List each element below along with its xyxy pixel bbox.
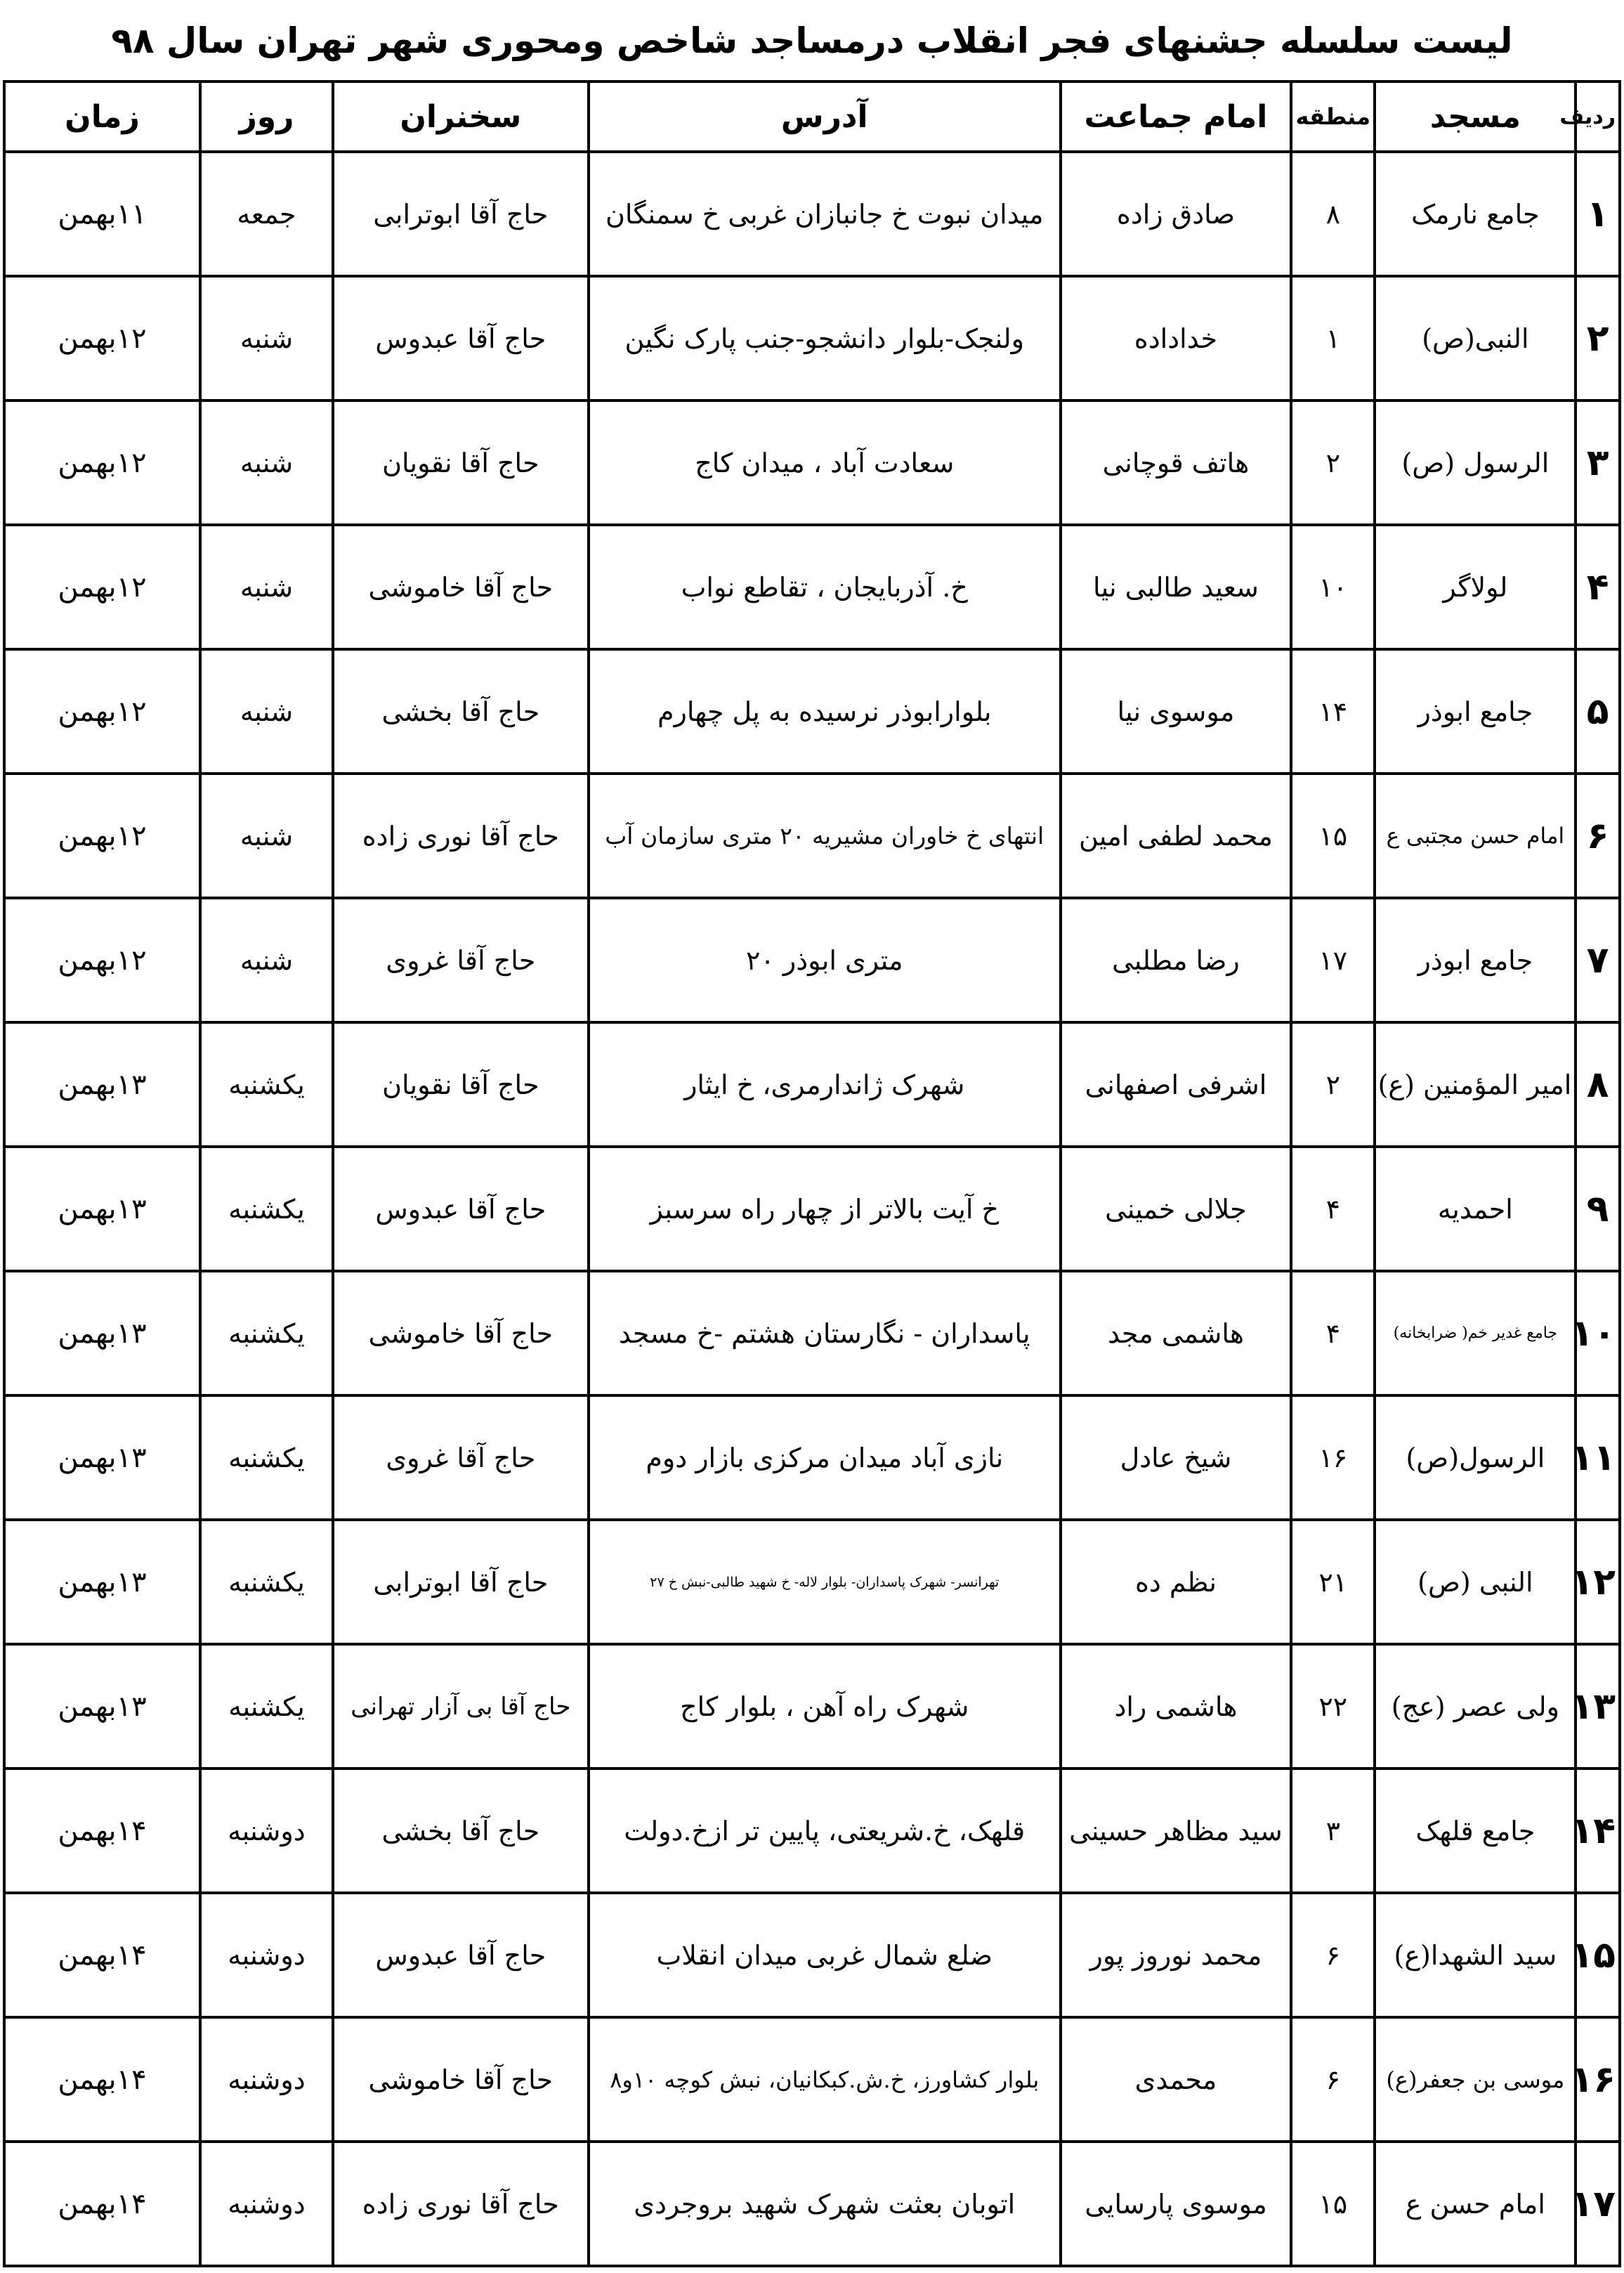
speaker-name: حاج آقا بخشی bbox=[333, 1769, 589, 1893]
header-speakers: سخنران bbox=[333, 82, 589, 152]
table-row bbox=[4, 2142, 1620, 2266]
time: ۱۱بهمن bbox=[4, 152, 200, 276]
imam-name: شیخ عادل bbox=[1061, 1395, 1291, 1520]
speaker-name: حاج آقا خاموشی bbox=[333, 525, 589, 649]
district-number: ۲۲ bbox=[1291, 1644, 1375, 1769]
imam-name: محمد لطفی امین bbox=[1061, 774, 1291, 898]
district-number: ۱۰ bbox=[1291, 525, 1375, 649]
mosque-name: لولاگر bbox=[1375, 525, 1576, 649]
row-number: ۱۱ bbox=[1576, 1395, 1620, 1520]
speaker-name: حاج آقا عبدوس bbox=[333, 1893, 589, 2017]
mosque-name: جامع ابوذر bbox=[1375, 898, 1576, 1022]
address: اتوبان بعثت شهرک شهید بروجردی bbox=[589, 2142, 1061, 2266]
day: یکشنبه bbox=[200, 1271, 333, 1395]
table-row bbox=[4, 2017, 1620, 2142]
row-number: ۱۵ bbox=[1576, 1893, 1620, 2017]
speaker-name: حاج آقا نقویان bbox=[333, 400, 589, 525]
speaker-name: حاج آقا غروی bbox=[333, 898, 589, 1022]
imam-name: صادق زاده bbox=[1061, 152, 1291, 276]
day: یکشنبه bbox=[200, 1395, 333, 1520]
address: سعادت آباد ، میدان کاج bbox=[589, 400, 1061, 525]
header-row-number: ردیف bbox=[1576, 82, 1620, 152]
row-number: ۹ bbox=[1576, 1147, 1620, 1271]
row-number: ۷ bbox=[1576, 898, 1620, 1022]
row-number: ۵ bbox=[1576, 649, 1620, 774]
row-number: ۲ bbox=[1576, 276, 1620, 400]
speaker-name: حاج آقا نوری زاده bbox=[333, 2142, 589, 2266]
mosque-name: النبی (ص) bbox=[1375, 1520, 1576, 1644]
row-number: ۴ bbox=[1576, 525, 1620, 649]
address: متری ابوذر ۲۰ bbox=[589, 898, 1061, 1022]
day: یکشنبه bbox=[200, 1147, 333, 1271]
district-number: ۱۴ bbox=[1291, 649, 1375, 774]
table-row bbox=[4, 774, 1620, 898]
header-row bbox=[4, 82, 1620, 152]
address: تهرانسر- شهرک پاسداران- بلوار لاله- خ شهید طالبی-نبش خ ۲۷ bbox=[589, 1520, 1061, 1644]
row-number: ۱۶ bbox=[1576, 2017, 1620, 2142]
address: میدان نبوت خ جانبازان غربی خ سمنگان bbox=[589, 152, 1061, 276]
row-number: ۱۰ bbox=[1576, 1271, 1620, 1395]
district-number: ۱۵ bbox=[1291, 2142, 1375, 2266]
time: ۱۴بهمن bbox=[4, 2142, 200, 2266]
day: دوشنبه bbox=[200, 1769, 333, 1893]
address: قلهک، خ.شریعتی، پایین تر ازخ.دولت bbox=[589, 1769, 1061, 1893]
page-title: لیست سلسله جشنهای فجر انقلاب درمساجد شاخص ومحوری شهر تهران سال ۹۸ bbox=[111, 20, 1513, 61]
district-number: ۱۶ bbox=[1291, 1395, 1375, 1520]
header-imam: امام جماعت bbox=[1061, 82, 1291, 152]
address: خ. آذربایجان ، تقاطع نواب bbox=[589, 525, 1061, 649]
speaker-name: حاج آقا بخشی bbox=[333, 649, 589, 774]
district-number: ۱۷ bbox=[1291, 898, 1375, 1022]
mosque-name: امیر المؤمنین (ع) bbox=[1375, 1022, 1576, 1147]
address: ولنجک-بلوار دانشجو-جنب پارک نگین bbox=[589, 276, 1061, 400]
table-row bbox=[4, 1520, 1620, 1644]
day: شنبه bbox=[200, 649, 333, 774]
day: شنبه bbox=[200, 898, 333, 1022]
address: خ آیت بالاتر از چهار راه سرسبز bbox=[589, 1147, 1061, 1271]
mosque-name: امام حسن مجتبی ع bbox=[1375, 774, 1576, 898]
row-number: ۱۴ bbox=[1576, 1769, 1620, 1893]
table-row bbox=[4, 1893, 1620, 2017]
speaker-name: حاج آقا عبدوس bbox=[333, 276, 589, 400]
district-number: ۶ bbox=[1291, 2017, 1375, 2142]
district-number: ۴ bbox=[1291, 1147, 1375, 1271]
imam-name: موسوی پارسایی bbox=[1061, 2142, 1291, 2266]
time: ۱۳بهمن bbox=[4, 1644, 200, 1769]
imam-name: جلالی خمینی bbox=[1061, 1147, 1291, 1271]
mosque-name: جامع ابوذر bbox=[1375, 649, 1576, 774]
imam-name: محمدی bbox=[1061, 2017, 1291, 2142]
time: ۱۲بهمن bbox=[4, 276, 200, 400]
time: ۱۳بهمن bbox=[4, 1395, 200, 1520]
mosque-name: جامع قلهک bbox=[1375, 1769, 1576, 1893]
address: شهرک راه آهن ، بلوار کاج bbox=[589, 1644, 1061, 1769]
address: پاسداران - نگارستان هشتم -خ مسجد bbox=[589, 1271, 1061, 1395]
row-number: ۱۷ bbox=[1576, 2142, 1620, 2266]
table-row bbox=[4, 400, 1620, 525]
imam-name: هاشمی راد bbox=[1061, 1644, 1291, 1769]
speaker-name: حاج آقا نقویان bbox=[333, 1022, 589, 1147]
day: دوشنبه bbox=[200, 2017, 333, 2142]
table-row bbox=[4, 1395, 1620, 1520]
day: جمعه bbox=[200, 152, 333, 276]
row-number: ۱ bbox=[1576, 152, 1620, 276]
header-mosque: مسجد bbox=[1375, 82, 1576, 152]
table-row bbox=[4, 898, 1620, 1022]
table-row bbox=[4, 1769, 1620, 1893]
imam-name: رضا مطلبی bbox=[1061, 898, 1291, 1022]
imam-name: اشرفی اصفهانی bbox=[1061, 1022, 1291, 1147]
row-number: ۱۲ bbox=[1576, 1520, 1620, 1644]
speaker-name: حاج آقا عبدوس bbox=[333, 1147, 589, 1271]
day: شنبه bbox=[200, 276, 333, 400]
district-number: ۱ bbox=[1291, 276, 1375, 400]
speaker-name: حاج آقا بی آزار تهرانی bbox=[333, 1644, 589, 1769]
address: ضلع شمال غربی میدان انقلاب bbox=[589, 1893, 1061, 2017]
speaker-name: حاج آقا خاموشی bbox=[333, 2017, 589, 2142]
time: ۱۲بهمن bbox=[4, 649, 200, 774]
day: دوشنبه bbox=[200, 2142, 333, 2266]
time: ۱۲بهمن bbox=[4, 525, 200, 649]
row-number: ۸ bbox=[1576, 1022, 1620, 1147]
imam-name: موسوی نیا bbox=[1061, 649, 1291, 774]
imam-name: هاتف قوچانی bbox=[1061, 400, 1291, 525]
address: بلوار کشاورز، خ.ش.کبکانیان، نبش کوچه ۱۰و۸ bbox=[589, 2017, 1061, 2142]
district-number: ۲۱ bbox=[1291, 1520, 1375, 1644]
day: دوشنبه bbox=[200, 1893, 333, 2017]
time: ۱۴بهمن bbox=[4, 1893, 200, 2017]
table-row bbox=[4, 1022, 1620, 1147]
time: ۱۲بهمن bbox=[4, 898, 200, 1022]
table-row bbox=[4, 1271, 1620, 1395]
header-address: آدرس bbox=[589, 82, 1061, 152]
mosque-name: النبی(ص) bbox=[1375, 276, 1576, 400]
day: شنبه bbox=[200, 525, 333, 649]
mosque-name: الرسول(ص) bbox=[1375, 1395, 1576, 1520]
row-number: ۱۳ bbox=[1576, 1644, 1620, 1769]
district-number: ۸ bbox=[1291, 152, 1375, 276]
mosque-name: الرسول (ص) bbox=[1375, 400, 1576, 525]
district-number: ۳ bbox=[1291, 1769, 1375, 1893]
day: یکشنبه bbox=[200, 1520, 333, 1644]
time: ۱۲بهمن bbox=[4, 400, 200, 525]
imam-name: سید مظاهر حسینی bbox=[1061, 1769, 1291, 1893]
time: ۱۳بهمن bbox=[4, 1147, 200, 1271]
day: شنبه bbox=[200, 774, 333, 898]
district-number: ۱۵ bbox=[1291, 774, 1375, 898]
district-number: ۴ bbox=[1291, 1271, 1375, 1395]
address: نازی آباد میدان مرکزی بازار دوم bbox=[589, 1395, 1061, 1520]
speaker-name: حاج آقا نوری زاده bbox=[333, 774, 589, 898]
district-number: ۲ bbox=[1291, 400, 1375, 525]
mosque-name: جامع غدیر خم( ضرابخانه) bbox=[1375, 1271, 1576, 1395]
table-row bbox=[4, 152, 1620, 276]
table-row bbox=[4, 525, 1620, 649]
address: انتهای خ خاوران مشیریه ۲۰ متری سازمان آب bbox=[589, 774, 1061, 898]
imam-name: نظم ده bbox=[1061, 1520, 1291, 1644]
imam-name: سعید طالبی نیا bbox=[1061, 525, 1291, 649]
mosque-name: امام حسن ع bbox=[1375, 2142, 1576, 2266]
address: شهرک ژاندارمری، خ ایثار bbox=[589, 1022, 1061, 1147]
table-row bbox=[4, 1147, 1620, 1271]
address: بلوارابوذر نرسیده به پل چهارم bbox=[589, 649, 1061, 774]
day: یکشنبه bbox=[200, 1644, 333, 1769]
table-row bbox=[4, 1644, 1620, 1769]
time: ۱۳بهمن bbox=[4, 1022, 200, 1147]
table-row bbox=[4, 649, 1620, 774]
time: ۱۳بهمن bbox=[4, 1271, 200, 1395]
imam-name: خداداده bbox=[1061, 276, 1291, 400]
schedule-table bbox=[3, 80, 1621, 2267]
mosque-name: سید الشهدا(ع) bbox=[1375, 1893, 1576, 2017]
speaker-name: حاج آقا غروی bbox=[333, 1395, 589, 1520]
speaker-name: حاج آقا ابوترابی bbox=[333, 1520, 589, 1644]
table-body bbox=[4, 152, 1620, 2266]
table-row bbox=[4, 276, 1620, 400]
header-day: روز bbox=[200, 82, 333, 152]
day: یکشنبه bbox=[200, 1022, 333, 1147]
district-number: ۶ bbox=[1291, 1893, 1375, 2017]
time: ۱۳بهمن bbox=[4, 1520, 200, 1644]
mosque-name: جامع نارمک bbox=[1375, 152, 1576, 276]
day: شنبه bbox=[200, 400, 333, 525]
mosque-name: ولی عصر (عج) bbox=[1375, 1644, 1576, 1769]
time: ۱۲بهمن bbox=[4, 774, 200, 898]
time: ۱۴بهمن bbox=[4, 1769, 200, 1893]
time: ۱۴بهمن bbox=[4, 2017, 200, 2142]
mosque-name: احمدیه bbox=[1375, 1147, 1576, 1271]
header-district: منطقه bbox=[1291, 82, 1375, 152]
speaker-name: حاج آقا ابوترابی bbox=[333, 152, 589, 276]
row-number: ۳ bbox=[1576, 400, 1620, 525]
imam-name: هاشمی مجد bbox=[1061, 1271, 1291, 1395]
mosque-name: موسی بن جعفر(ع) bbox=[1375, 2017, 1576, 2142]
row-number: ۶ bbox=[1576, 774, 1620, 898]
district-number: ۲ bbox=[1291, 1022, 1375, 1147]
speaker-name: حاج آقا خاموشی bbox=[333, 1271, 589, 1395]
header-time: زمان bbox=[4, 82, 200, 152]
imam-name: محمد نوروز پور bbox=[1061, 1893, 1291, 2017]
